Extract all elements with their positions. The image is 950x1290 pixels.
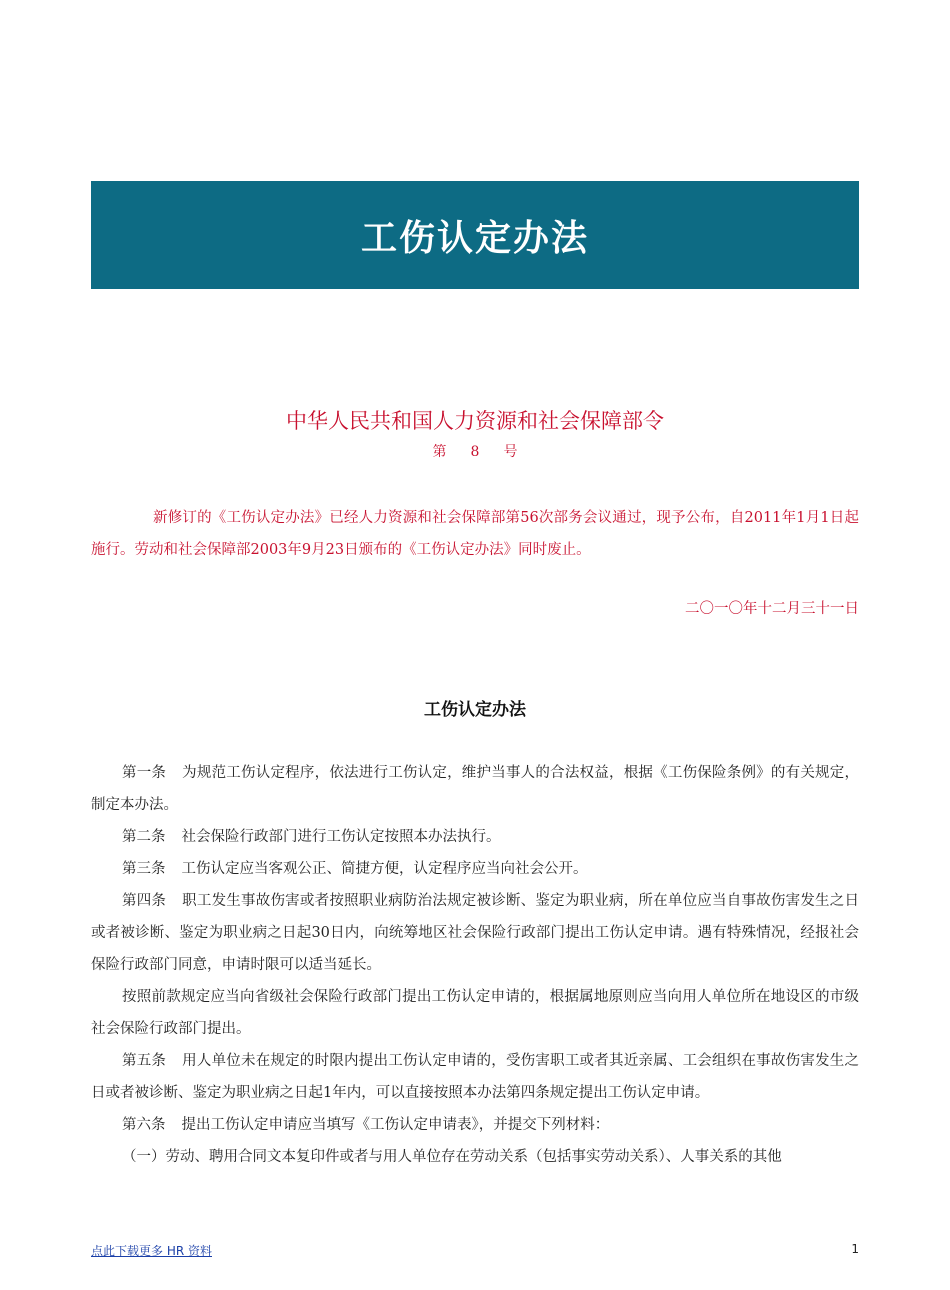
- article-text: 职工发生事故伤害或者按照职业病防治法规定被诊断、鉴定为职业病，所在单位应当自事故伤害发生之日或者被诊断、鉴定为职业病之日起30日内，向统筹地区社会保险行政部门提出工伤认定申请。遇有特殊情况，经报社会保险行政部门同意，申请时限可以适当延长。: [91, 893, 859, 973]
- article-number: 第六条: [122, 1117, 166, 1133]
- decree-number-suffix: 号: [503, 444, 518, 460]
- decree-date: 二〇一〇年十二月三十一日: [685, 601, 859, 617]
- article-text: 为规范工伤认定程序，依法进行工伤认定，维护当事人的合法权益，根据《工伤保险条例》的有关规定，制定本办法。: [91, 765, 859, 813]
- document-body: [91, 757, 859, 1173]
- decree-number-prefix: 第: [432, 444, 447, 460]
- article-text: 用人单位未在规定的时限内提出工伤认定申请的，受伤害职工或者其近亲属、工会组织在事故伤害发生之日或者被诊断、鉴定为职业病之日起1年内，可以直接按照本办法第四条规定提出工伤认定申请。: [91, 1053, 859, 1101]
- article-number: 第四条: [122, 893, 167, 909]
- article-number: 第二条: [122, 829, 166, 845]
- page-number: 1: [851, 1242, 859, 1256]
- article-paragraph: [91, 1109, 859, 1141]
- article-paragraph: [91, 1045, 859, 1109]
- article-number: 第五条: [122, 1053, 167, 1069]
- article-text: 工伤认定应当客观公正、简捷方便，认定程序应当向社会公开。: [181, 861, 588, 877]
- banner-title: 工伤认定办法: [360, 217, 589, 259]
- article-text: 社会保险行政部门进行工伤认定按照本办法执行。: [181, 829, 501, 845]
- title-banner: [91, 181, 859, 289]
- article-paragraph: [91, 853, 859, 885]
- article-text: 按照前款规定应当向省级社会保险行政部门提出工伤认定申请的，根据属地原则应当向用人单位所在地设区的市级社会保险行政部门提出。: [91, 989, 859, 1037]
- article-paragraph: [91, 885, 859, 981]
- article-number: 第三条: [122, 861, 166, 877]
- decree-number-value: 8: [470, 444, 480, 460]
- decree-announcement: 新修订的《工伤认定办法》已经人力资源和社会保障部第56次部务会议通过，现予公布，自2011年1月1日起施行。劳动和社会保障部2003年9月23日颁布的《工伤认定办法》同时废止。: [91, 510, 859, 558]
- article-number: 第一条: [122, 765, 167, 781]
- decree-title: 中华人民共和国人力资源和社会保障部令: [286, 409, 664, 433]
- article-paragraph: [91, 1141, 859, 1173]
- article-text: （一）劳动、聘用合同文本复印件或者与用人单位存在劳动关系（包括事实劳动关系）、人事关系的其他: [122, 1149, 782, 1165]
- document-title: 工伤认定办法: [424, 700, 526, 720]
- download-more-hr-link[interactable]: 点此下载更多 HR 资料: [91, 1244, 212, 1258]
- article-paragraph: [91, 981, 859, 1045]
- decree-number: [0, 441, 950, 461]
- article-text: 提出工伤认定申请应当填写《工伤认定申请表》，并提交下列材料：: [181, 1117, 610, 1133]
- article-paragraph: [91, 757, 859, 821]
- article-paragraph: [91, 821, 859, 853]
